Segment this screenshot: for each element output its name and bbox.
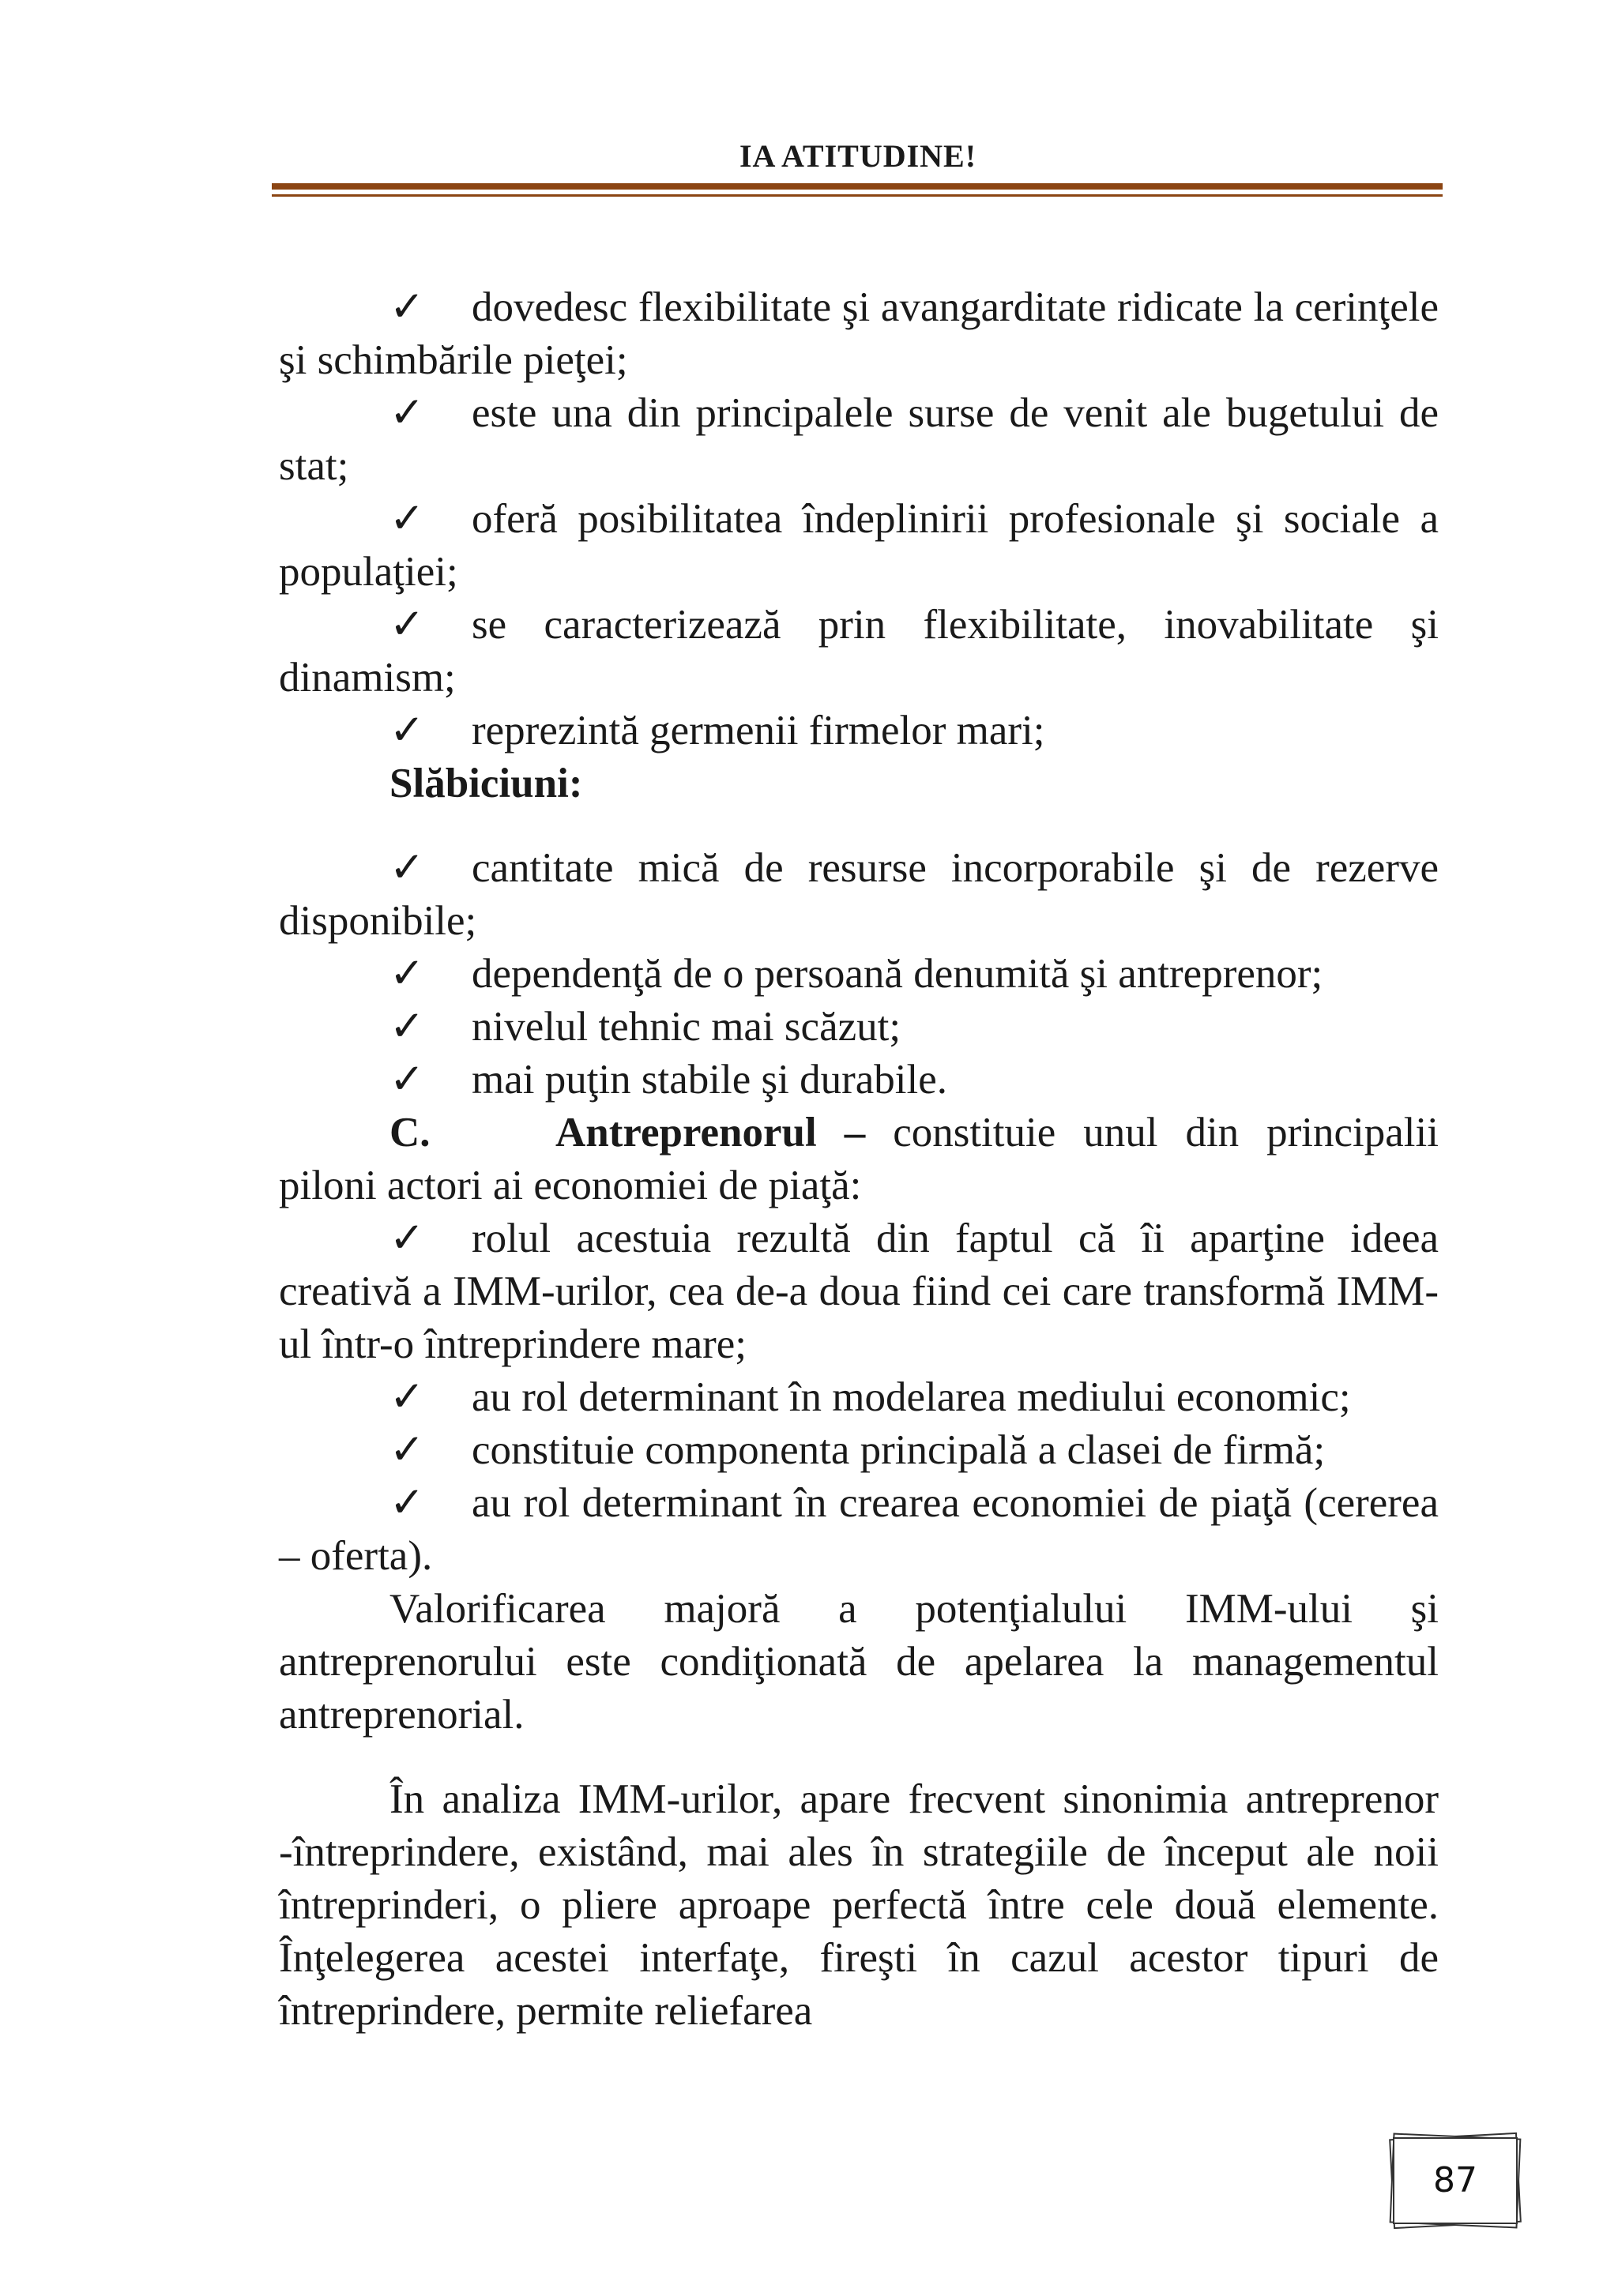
checkmark-icon: ✓ bbox=[389, 284, 425, 330]
checkmark-icon: ✓ bbox=[389, 708, 425, 753]
list-item: ✓ reprezintă germenii firmelor mari; bbox=[279, 705, 1439, 757]
page-number-frame bbox=[1381, 2127, 1530, 2233]
checkmark-icon: ✓ bbox=[389, 951, 425, 997]
section-marker: C. bbox=[389, 1110, 431, 1156]
section-heading-weaknesses: Slăbiciuni: bbox=[389, 761, 583, 806]
section-term: Antreprenorul – bbox=[555, 1110, 866, 1156]
list-item: ✓ este una din principalele surse de venit ale bugetului de stat; bbox=[279, 387, 1439, 493]
checkmark-icon: ✓ bbox=[389, 845, 425, 891]
checkmark-icon: ✓ bbox=[389, 1374, 425, 1420]
page-body bbox=[279, 281, 1439, 2038]
list-item: ✓ dependenţă de o persoană denumită şi antreprenor; bbox=[279, 948, 1439, 1001]
running-header: IA ATITUDINE! bbox=[739, 138, 977, 174]
section-c-paragraph: C. Antreprenorul – constituie unul din principalii piloni actori ai economiei de piaţă: bbox=[279, 1107, 1439, 1212]
header-rule bbox=[272, 183, 1443, 190]
checkmark-icon: ✓ bbox=[389, 496, 425, 542]
list-item: ✓ au rol determinant în crearea economiei de piaţă (cererea – oferta). bbox=[279, 1477, 1439, 1583]
list-item: ✓ constituie componenta principală a clasei de firmă; bbox=[279, 1424, 1439, 1477]
checkmark-icon: ✓ bbox=[389, 1216, 425, 1261]
list-item: ✓ mai puţin stabile şi durabile. bbox=[279, 1054, 1439, 1107]
page-number: 87 bbox=[1433, 2159, 1477, 2200]
list-item: ✓ au rol determinant în modelarea mediului economic; bbox=[279, 1371, 1439, 1424]
header-rule-thin bbox=[272, 194, 1443, 197]
list-item: ✓ nivelul tehnic mai scăzut; bbox=[279, 1001, 1439, 1054]
checkmark-icon: ✓ bbox=[389, 390, 425, 436]
body-paragraph: În analiza IMM-urilor, apare frecvent sinonimia antreprenor -întreprindere, existând, mai ales în strategiile de început ale noii întreprinderi, o pliere aproape perfectă între cele două elemente. Înţelegerea acestei interfaţe, fireşti în cazul acestor tipuri de întreprindere, permite reliefarea bbox=[279, 1776, 1439, 2034]
checkmark-icon: ✓ bbox=[389, 1427, 425, 1473]
body-paragraph: Valorificarea majoră a potenţialului IMM-ului şi antreprenorului este condiţionată de apelarea la managementul antreprenorial. bbox=[279, 1586, 1439, 1738]
list-item: ✓ se caracterizează prin flexibilitate, inovabilitate şi dinamism; bbox=[279, 599, 1439, 705]
checkmark-icon: ✓ bbox=[389, 1004, 425, 1050]
checkmark-icon: ✓ bbox=[389, 1057, 425, 1103]
checkmark-icon: ✓ bbox=[389, 1480, 425, 1526]
list-item: ✓ oferă posibilitatea îndeplinirii profesionale şi sociale a populaţiei; bbox=[279, 493, 1439, 599]
checkmark-icon: ✓ bbox=[389, 602, 425, 648]
list-item: ✓ dovedesc flexibilitate şi avangarditate ridicate la cerinţele şi schimbările pieţei; bbox=[279, 281, 1439, 387]
list-item: ✓ rolul acestuia rezultă din faptul că îi aparţine ideea creativă a IMM-urilor, cea de-a doua fiind cei care transformă IMM-ul într-o întreprindere mare; bbox=[279, 1212, 1439, 1371]
list-item: ✓ cantitate mică de resurse incorporabile şi de rezerve disponibile; bbox=[279, 842, 1439, 948]
